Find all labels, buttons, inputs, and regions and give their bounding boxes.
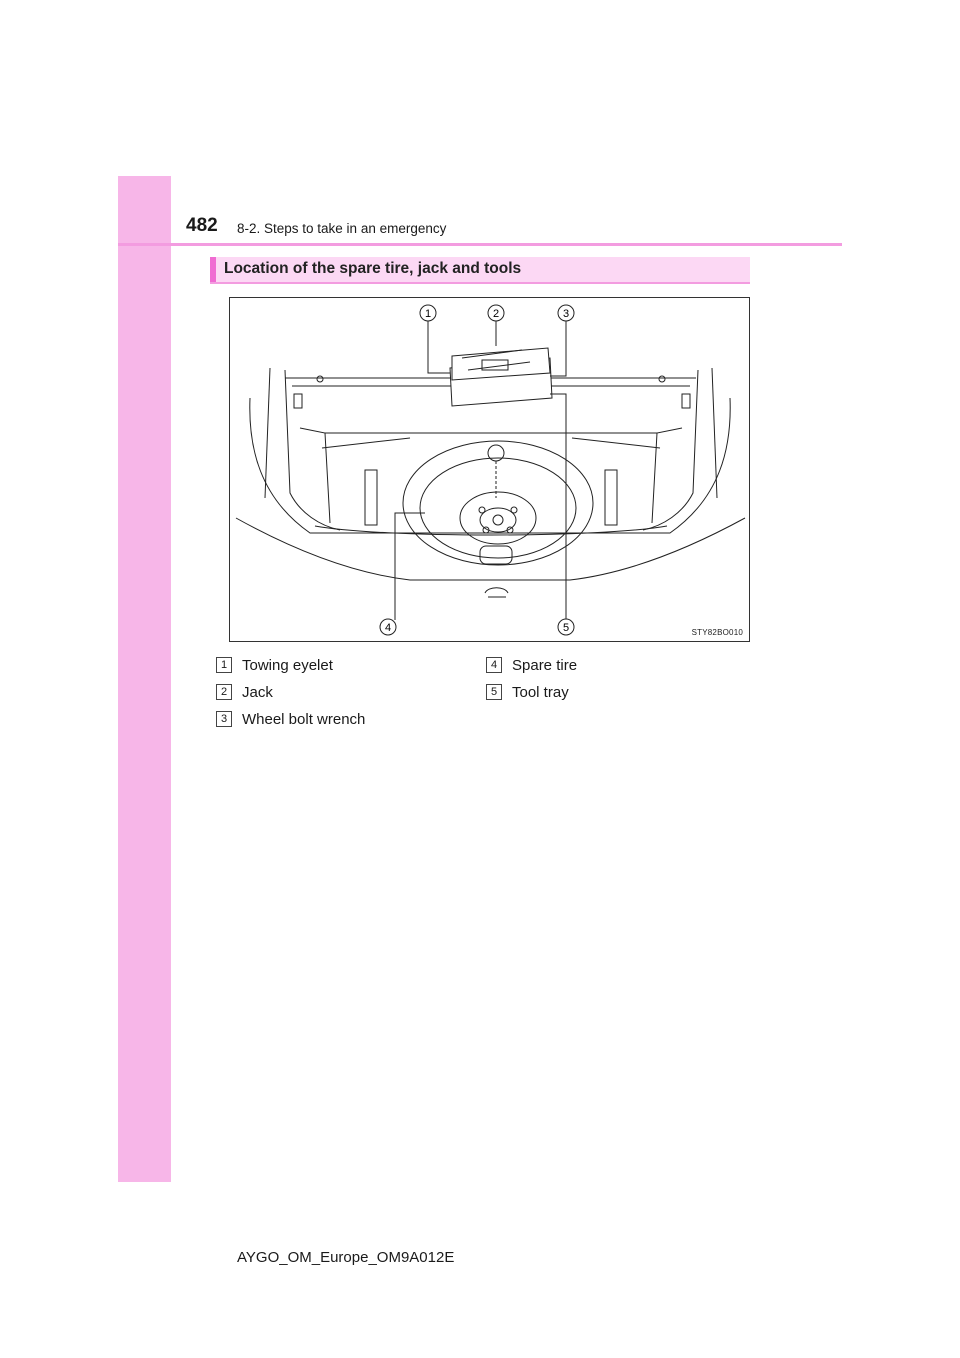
number-3-icon: 3 <box>216 711 232 727</box>
header-rule <box>118 243 842 246</box>
callout-5: 5 <box>562 622 570 634</box>
number-5-icon: 5 <box>486 684 502 700</box>
legend-item-towing-eyelet <box>216 655 333 675</box>
section-title <box>210 257 750 284</box>
legend-label: Tool tray <box>512 683 569 701</box>
number-4-icon: 4 <box>486 657 502 673</box>
callout-numbers <box>230 298 751 643</box>
page-number: 482 <box>186 215 218 236</box>
running-head: 8-2. Steps to take in an emergency <box>237 221 447 236</box>
legend-label: Jack <box>242 683 273 701</box>
section-title-bar <box>210 257 216 282</box>
legend-item-wheel-bolt-wrench <box>216 709 365 729</box>
trunk-illustration <box>229 297 750 642</box>
figure-code: STY82BO010 <box>691 628 743 637</box>
document-id-footer: AYGO_OM_Europe_OM9A012E <box>237 1249 455 1266</box>
number-2-icon: 2 <box>216 684 232 700</box>
legend-label: Spare tire <box>512 656 578 674</box>
callout-1: 1 <box>424 308 432 320</box>
callout-3: 3 <box>562 308 570 320</box>
legend-item-jack <box>216 682 273 702</box>
chapter-side-tab <box>118 176 171 1182</box>
legend-label: Wheel bolt wrench <box>242 710 366 728</box>
legend-item-tool-tray <box>486 682 569 702</box>
callout-4: 4 <box>384 622 392 634</box>
legend-item-spare-tire <box>486 655 577 675</box>
section-title-text: Location of the spare tire, jack and tools <box>224 260 522 277</box>
legend-label: Towing eyelet <box>242 656 333 674</box>
callout-2: 2 <box>492 308 500 320</box>
number-1-icon: 1 <box>216 657 232 673</box>
